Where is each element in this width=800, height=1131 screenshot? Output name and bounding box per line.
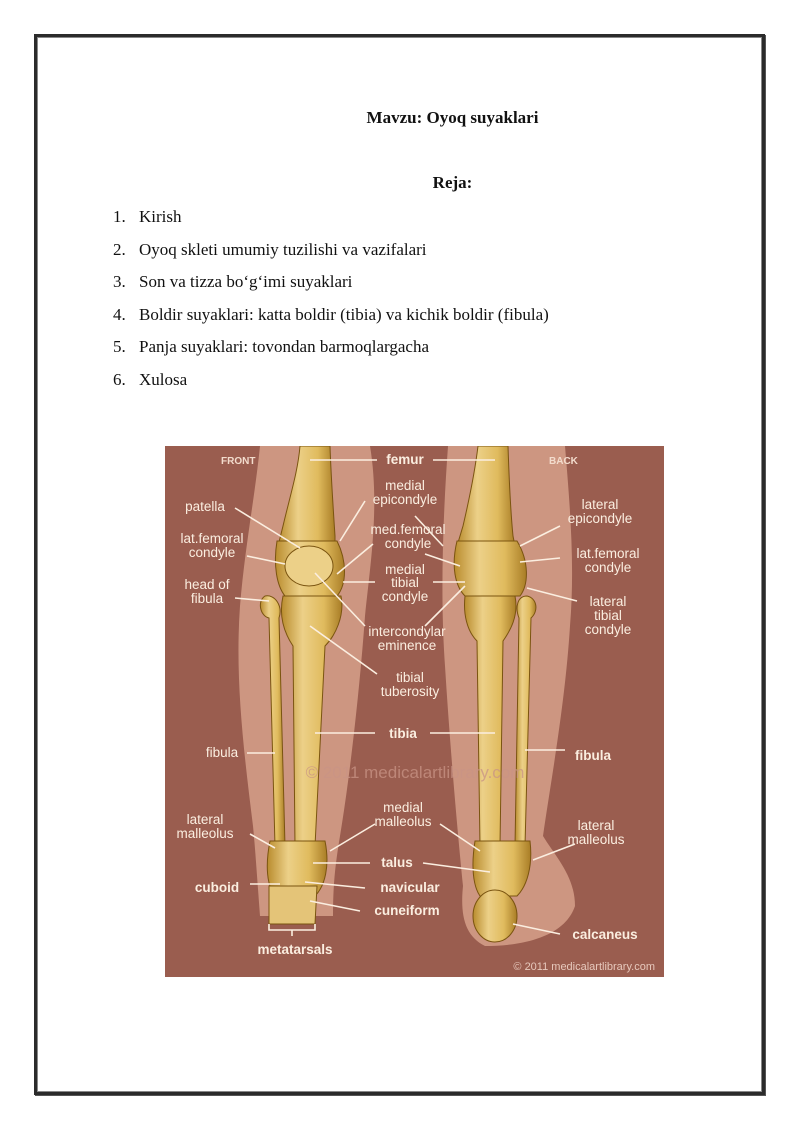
plan-item: 5. Panja suyaklari: tovondan barmoqlargacha (113, 337, 430, 357)
label-lateral-malleolus-front: lateral (186, 812, 224, 827)
page-title: Mavzu: Oyoq suyaklari (366, 108, 539, 127)
label-metatarsals: metatarsals (257, 942, 333, 957)
label-med-femoral-condyle: condyle (384, 536, 432, 551)
label-lat-femoral-condyle-back: condyle (584, 560, 632, 575)
leg-bones-diagram (165, 446, 664, 977)
label-fibula-back: fibula (575, 748, 611, 763)
label-cuneiform: cuneiform (374, 903, 440, 918)
label-head-of-fibula: fibula (190, 591, 224, 606)
label-lateral-epicondyle: lateral (581, 497, 619, 512)
label-cuboid: cuboid (194, 880, 240, 895)
label-medial-tibial-condyle: tibial (391, 575, 419, 590)
copyright-notice: © 2011 medicalartlibrary.com (513, 961, 655, 973)
label-talus: talus (381, 855, 413, 870)
label-lat-femoral-condyle-front: condyle (188, 545, 236, 560)
label-intercondylar-eminence: intercondylar (368, 624, 446, 639)
label-lateral-epicondyle: epicondyle (567, 511, 633, 526)
label-lateral-malleolus-back: lateral (577, 818, 615, 833)
label-patella: patella (185, 499, 225, 514)
label-lateral-tibial-condyle: lateral (589, 594, 627, 609)
back-knee (454, 541, 526, 596)
label-lat-femoral-condyle-front: lat.femoral (180, 531, 244, 546)
label-med-femoral-condyle: med.femoral (370, 522, 446, 537)
label-femur: femur (386, 452, 424, 467)
label-tibial-tuberosity: tibial (396, 670, 424, 685)
label-lateral-tibial-condyle: condyle (584, 622, 632, 637)
plan-item: 6. Xulosa (113, 369, 188, 389)
plan-item: 3. Son va tizza bo‘g‘imi suyaklari (113, 272, 353, 292)
front-label: FRONT (221, 456, 256, 467)
label-medial-malleolus: medial (383, 800, 423, 815)
label-medial-tibial-condyle: condyle (381, 589, 429, 604)
plan-heading: Reja: (432, 173, 473, 192)
label-medial-tibial-condyle: medial (385, 562, 425, 577)
plan-item: 4. Boldir suyaklari: katta boldir (tibia) va kichik boldir (fibula) (113, 304, 549, 324)
label-lateral-malleolus-back: malleolus (567, 832, 625, 847)
label-lat-femoral-condyle-back: lat.femoral (576, 546, 640, 561)
label-navicular: navicular (380, 880, 440, 895)
label-medial-epicondyle: epicondyle (372, 492, 438, 507)
label-medial-malleolus: malleolus (374, 814, 432, 829)
label-head-of-fibula: head of (184, 577, 230, 592)
leg-bones-illustration (165, 446, 664, 977)
patella (285, 546, 333, 586)
label-tibial-tuberosity: tuberosity (380, 684, 440, 699)
label-intercondylar-eminence: eminence (377, 638, 437, 653)
watermark: © 2011 medicalartlibrary.com (305, 763, 525, 782)
plan-item: 2. Oyoq skleti umumiy tuzilishi va vazifalari (113, 239, 427, 259)
back-ankle (473, 841, 531, 896)
front-foot (269, 886, 317, 924)
label-lateral-tibial-condyle: tibial (594, 608, 622, 623)
label-fibula-front: fibula (205, 745, 239, 760)
calcaneus-bone (473, 890, 517, 942)
plan-list (113, 205, 549, 401)
back-label: BACK (549, 456, 578, 467)
label-tibia: tibia (389, 726, 417, 741)
label-calcaneus: calcaneus (572, 927, 638, 942)
label-medial-epicondyle: medial (385, 478, 425, 493)
plan-item: 1. Kirish (113, 207, 182, 226)
label-lateral-malleolus-front: malleolus (176, 826, 234, 841)
